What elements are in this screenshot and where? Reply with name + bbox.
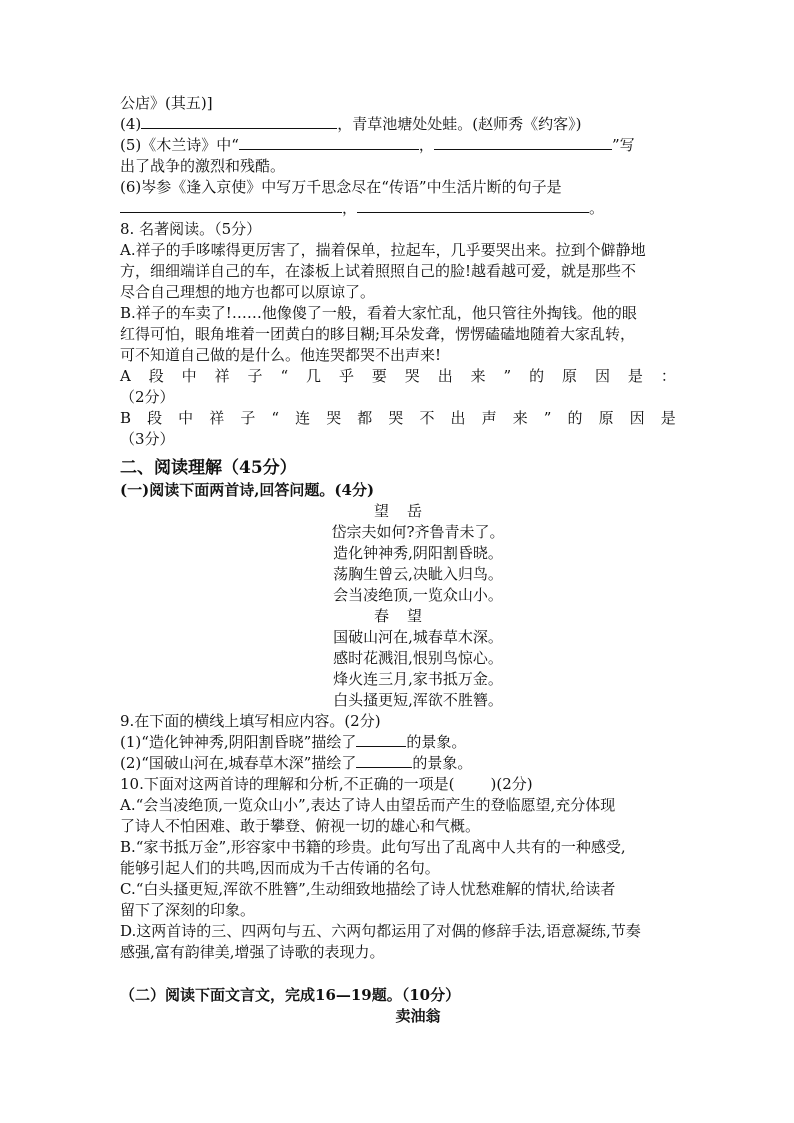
option-c: 留下了深刻的印象。 — [120, 901, 256, 919]
answer-blank[interactable] — [434, 135, 612, 150]
question-8-title: 8. 名著阅读。（5分） — [120, 220, 262, 238]
poem-title: 春望 — [373, 607, 440, 625]
question-9-1: (1)“造化钟神秀,阴阳割昏晓”描绘了 的景象。 — [120, 733, 467, 751]
fill-question-6-blanks: ， 。 — [120, 198, 676, 219]
exam-page — [120, 93, 676, 1027]
poem-line: 岱宗夫如何?齐鲁青未了。 — [331, 523, 505, 541]
answer-blank[interactable] — [239, 135, 419, 150]
passage-b: 可不知道自己做的是什么。他连哭都哭不出声来! — [120, 346, 442, 364]
poem-line: 感时花溅泪,恨别鸟惊心。 — [333, 649, 503, 667]
poem-wangyue — [120, 501, 676, 606]
option-b: 能够引起人们的共鸣,因而成为千古传诵的名句。 — [120, 859, 440, 877]
text-line: 出了战争的激烈和残酷。 — [120, 157, 286, 175]
option-c: C.“白头搔更短,浑欲不胜簪”,生动细致地描绘了诗人忧愁难解的情状,给读者 — [120, 880, 616, 898]
passage-a: A.祥子的手哆嗦得更厉害了，揣着保单，拉起车，几乎要哭出来。拉到个僻静地 — [120, 241, 646, 259]
option-a: A.“会当凌绝顶,一览众山小”,表达了诗人由望岳而产生的登临愿望,充分体现 — [120, 796, 616, 814]
subsection-heading: （二）阅读下面文言文，完成16—19题。（10分） — [120, 986, 461, 1004]
option-a: 了诗人不怕困难、敢于攀登、俯视一切的雄心和气概。 — [120, 817, 481, 835]
poem-line: 荡胸生曾云,决眦入归鸟。 — [333, 565, 503, 583]
option-b: B.“家书抵万金”,形容家中书籍的珍贵。此句写出了乱离中人共有的一种感受, — [120, 838, 626, 856]
answer-blank[interactable] — [141, 114, 337, 129]
fill-question-6: (6)岑参《逢入京使》中写万千思念尽在“传语”中生活片断的句子是 — [120, 178, 562, 196]
poem-line: 白头搔更短,浑欲不胜簪。 — [333, 691, 503, 709]
score: （3分） — [120, 430, 175, 448]
subsection-heading: (一)阅读下面两首诗,回答问题。(4分) — [120, 481, 375, 499]
passage-b: B.祥子的车卖了!……他像傻了一般，看着大家忙乱，他只管往外掏钱。他的眼 — [120, 304, 637, 322]
answer-blank[interactable] — [357, 198, 589, 213]
passage-a: 方，细细端详自己的车，在漆板上试着照照自己的脸!越看越可爱，就是那些不 — [120, 262, 637, 280]
poem-line: 国破山河在,城春草木深。 — [333, 628, 503, 646]
section-heading: 二、阅读理解（45分） — [120, 458, 297, 478]
score: （2分） — [120, 388, 175, 406]
passage-a: 尽合自己理想的地方也都可以原谅了。 — [120, 283, 376, 301]
question-8a: A 段 中 祥 子 “ 几 乎 要 哭 出 来 ” 的 原 因 是 ： — [120, 367, 676, 385]
poem-line: 造化钟神秀,阴阳割昏晓。 — [333, 544, 503, 562]
question-10-title: 10.下面对这两首诗的理解和分析,不正确的一项是( )(2分) — [120, 775, 533, 793]
fill-question-4: (4) ，青草池塘处处蛙。(赵师秀《约客》) — [120, 115, 582, 133]
passage-b: 红得可怕，眼角堆着一团黄白的眵目糊;耳朵发聋，愣愣磕磕地随着大家乱转， — [120, 325, 636, 343]
answer-blank[interactable] — [356, 753, 412, 768]
question-9-title: 9.在下面的横线上填写相应内容。(2分) — [120, 712, 381, 730]
poem-chunwang — [120, 606, 676, 711]
answer-blank[interactable] — [120, 198, 342, 213]
poem-title: 望岳 — [373, 502, 440, 520]
answer-blank[interactable] — [356, 732, 406, 747]
fill-question-5: (5)《木兰诗》中“ ， ”写 — [120, 136, 635, 154]
option-d: D.这两首诗的三、四两句与五、六两句都运用了对偶的修辞手法,语意凝练,节奏 — [120, 922, 641, 940]
poem-line: 烽火连三月,家书抵万金。 — [333, 670, 503, 688]
option-d: 感强,富有韵律美,增强了诗歌的表现力。 — [120, 943, 385, 961]
poem-line: 会当凌绝顶,一览众山小。 — [333, 586, 503, 604]
question-8b: B 段 中 祥 子 “ 连 哭 都 哭 不 出 声 来 ” 的 原 因 是 — [120, 409, 676, 427]
text-line: 公店》(其五)] — [120, 94, 213, 112]
passage-title: 卖油翁 — [395, 1007, 441, 1025]
question-9-2: (2)“国破山河在,城春草木深”描绘了 的景象。 — [120, 754, 473, 772]
